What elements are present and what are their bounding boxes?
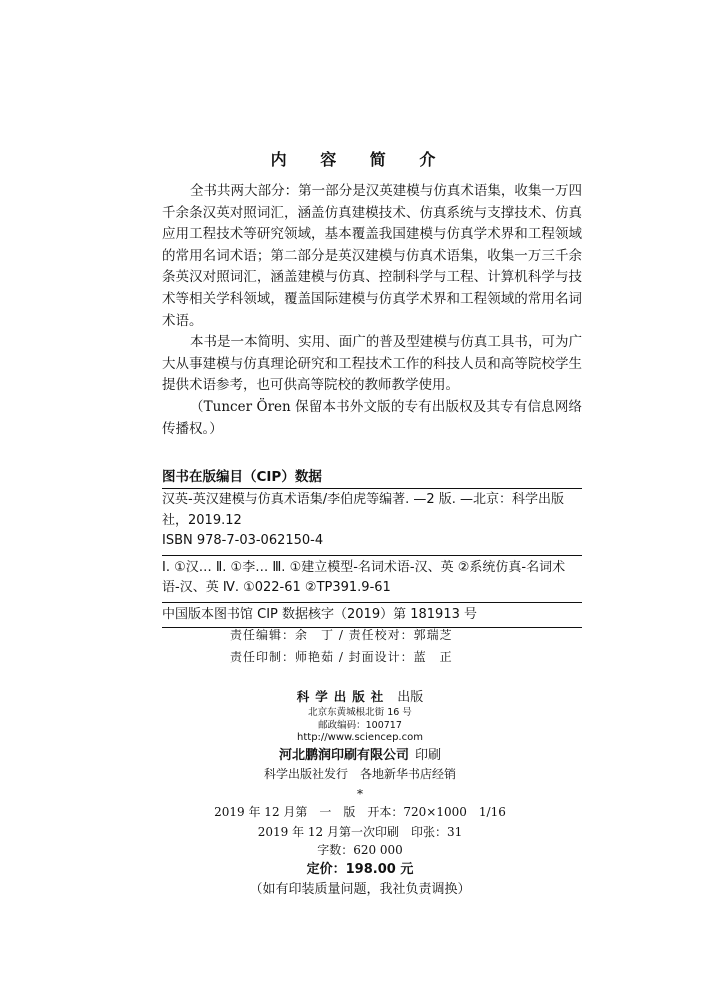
cip-heading: 图书在版编目（CIP）数据 xyxy=(162,465,582,489)
staff-credits xyxy=(230,624,590,668)
intro-paragraph: 本书是一本简明、实用、面广的普及型建模与仿真工具书，可为广大从事建模与仿真理论研究和工程技术工作的科技人员和高等院校学生提供术语参考，也可供高等院校的教师教学使用。 xyxy=(162,334,582,394)
publisher-postcode: 邮政编码：100717 xyxy=(318,720,402,731)
word-count: 字数：620 000 xyxy=(317,843,403,857)
introduction-text xyxy=(162,181,582,440)
cip-record xyxy=(162,488,582,628)
price: 定价：198.00 元 xyxy=(306,862,414,877)
publisher-suffix: 出版 xyxy=(397,690,424,705)
publisher-line xyxy=(0,686,720,705)
printing-line: 2019 年 12 月第一次印刷 印张：31 xyxy=(257,825,463,839)
intro-paragraph: 全书共两大部分：第一部分是汉英建模与仿真术语集，收集一万四千余条汉英对照词汇，涵盖仿真建模技术、仿真系统与支撑技术、仿真应用工程技术等研究领域，基本覆盖我国建模与仿真学术界和工程领域的常用名词术语；第二部分是英汉建模与仿真术语集，收集一万三千余条英汉对照词汇，涵盖建模与仿真、控制科学与工程、计算机科学与技术等相关学科领域，覆盖国际建模与仿真学术界和工程领域的常用名词术语。 xyxy=(162,183,582,329)
publisher-name: 科学出版社 xyxy=(296,689,390,704)
publisher-website: http://www.sciencep.com xyxy=(297,732,423,743)
printer-suffix: 印刷 xyxy=(415,748,442,763)
publisher-address: 北京东黄城根北街 16 号 xyxy=(308,707,412,718)
cip-citation: 汉英-英汉建模与仿真术语集/李伯虎等编著. —2 版. —北京：科学出版社，2019.12 xyxy=(162,492,565,528)
page-title: 内 容 简 介 xyxy=(270,150,450,169)
distribution-line: 科学出版社发行 各地新华书店经销 xyxy=(263,767,456,781)
cip-citation-block xyxy=(162,488,582,556)
cip-subjects: Ⅰ. ①汉… Ⅱ. ①李… Ⅲ. ①建立模型-名词术语-汉、英 ②系统仿真-名词术语-汉、英 Ⅳ. ①022-61 ②TP391.9-61 xyxy=(162,559,566,595)
staff-line: 责任编辑：余 丁 / 责任校对：郭瑞芝 xyxy=(230,628,453,642)
quality-notice: （如有印装质量问题，我社负责调换） xyxy=(249,882,471,897)
printer-name: 河北鹏润印刷有限公司 xyxy=(278,748,409,763)
intro-paragraph: （Tuncer Ören 保留本书外文版的专有出版权及其专有信息网络传播权。） xyxy=(162,398,582,437)
cip-record-number: 中国版本图书馆 CIP 数据核字（2019）第 181913 号 xyxy=(162,603,582,629)
cip-isbn: ISBN 978-7-03-062150-4 xyxy=(162,533,324,548)
printer-line xyxy=(0,744,720,763)
separator-star: * xyxy=(357,787,363,801)
edition-line: 2019 年 12 月第 一 版 开本：720×1000 1/16 xyxy=(214,805,506,819)
staff-line: 责任印制：师艳茹 / 封面设计：蓝 正 xyxy=(230,650,453,664)
cip-subjects-block xyxy=(162,556,582,603)
